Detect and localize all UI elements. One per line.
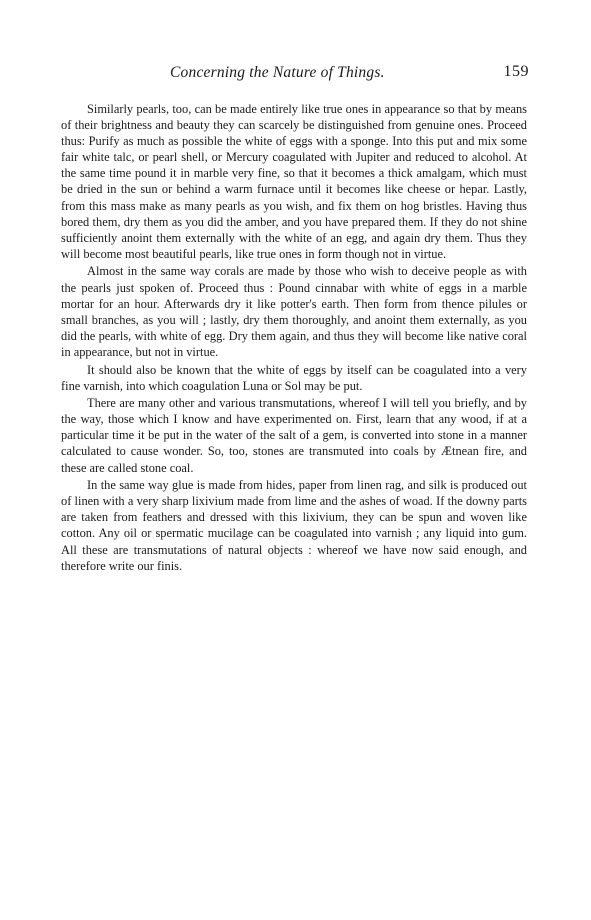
paragraph-transmutations: There are many other and various transmutations, whereof I will tell you briefly, and by the way, those which I know and have experimented on. First, learn that any wood, if at a particular time it be put in the water of the salt of a gem, is converted into stone in a manner calculated to cause wonder. So, too, stones are transmuted into coals by Ætnean fire, and these are called stone coal. bbox=[61, 396, 527, 475]
running-head-title: Concerning the Nature of Things. bbox=[170, 64, 385, 81]
body-text bbox=[61, 101, 527, 575]
paragraph-corals: Almost in the same way corals are made by those who wish to deceive people as with the pearls just spoken of. Proceed thus : Pound cinnabar with white of eggs in a marble mortar for an hour. Afterwards dry it like potter's earth. Then form from thence pilules or small branches, as you will ; lastly, dry them thoroughly, and anoint them externally, as you did the pearls, with white of egg. Dry them again, and thus they will become like native coral in appearance, but not in virtue. bbox=[61, 264, 527, 359]
paragraph-glue-paper-silk: In the same way glue is made from hides, paper from linen rag, and silk is produced out of linen with a very sharp lixivium made from lime and the ashes of woad. If the downy parts are taken from feathers and dressed with this lixivium, they can be spun and woven like cotton. Any oil or spermatic mucilage can be coagulated into varnish ; any liquid into gum. All these are transmutations of natural objects : whereof we have now said enough, and therefore write our finis. bbox=[61, 478, 527, 573]
paragraph-egg-varnish: It should also be known that the white of eggs by itself can be coagulated into a very fine varnish, into which coagulation Luna or Sol may be put. bbox=[61, 362, 527, 393]
paragraph-pearls: Similarly pearls, too, can be made entirely like true ones in appearance so that by means of their brightness and beauty they can scarcely be distinguished from genuine ones. Proceed thus: Purify as much as possible the white of eggs with a sponge. Into this put and mix some fair white talc, or pearl shell, or Mercury coagulated with Jupiter and reduced to alcohol. At the same time pound it in marble very fine, so that it becomes a thick amalgam, which must be dried in the sun or behind a warm furnace until it becomes like cheese or hepar. Lastly, from this mass make as many pearls as you wish, and fix them on hog bristles. Having thus bored them, dry them as you did the amber, and you have prepared them. If they do not shine sufficiently anoint them externally with the white of an egg, and again dry them. Thus they will become most beautiful pearls, like true ones in form though not in virtue. bbox=[61, 102, 527, 261]
page-number: 159 bbox=[503, 63, 529, 80]
